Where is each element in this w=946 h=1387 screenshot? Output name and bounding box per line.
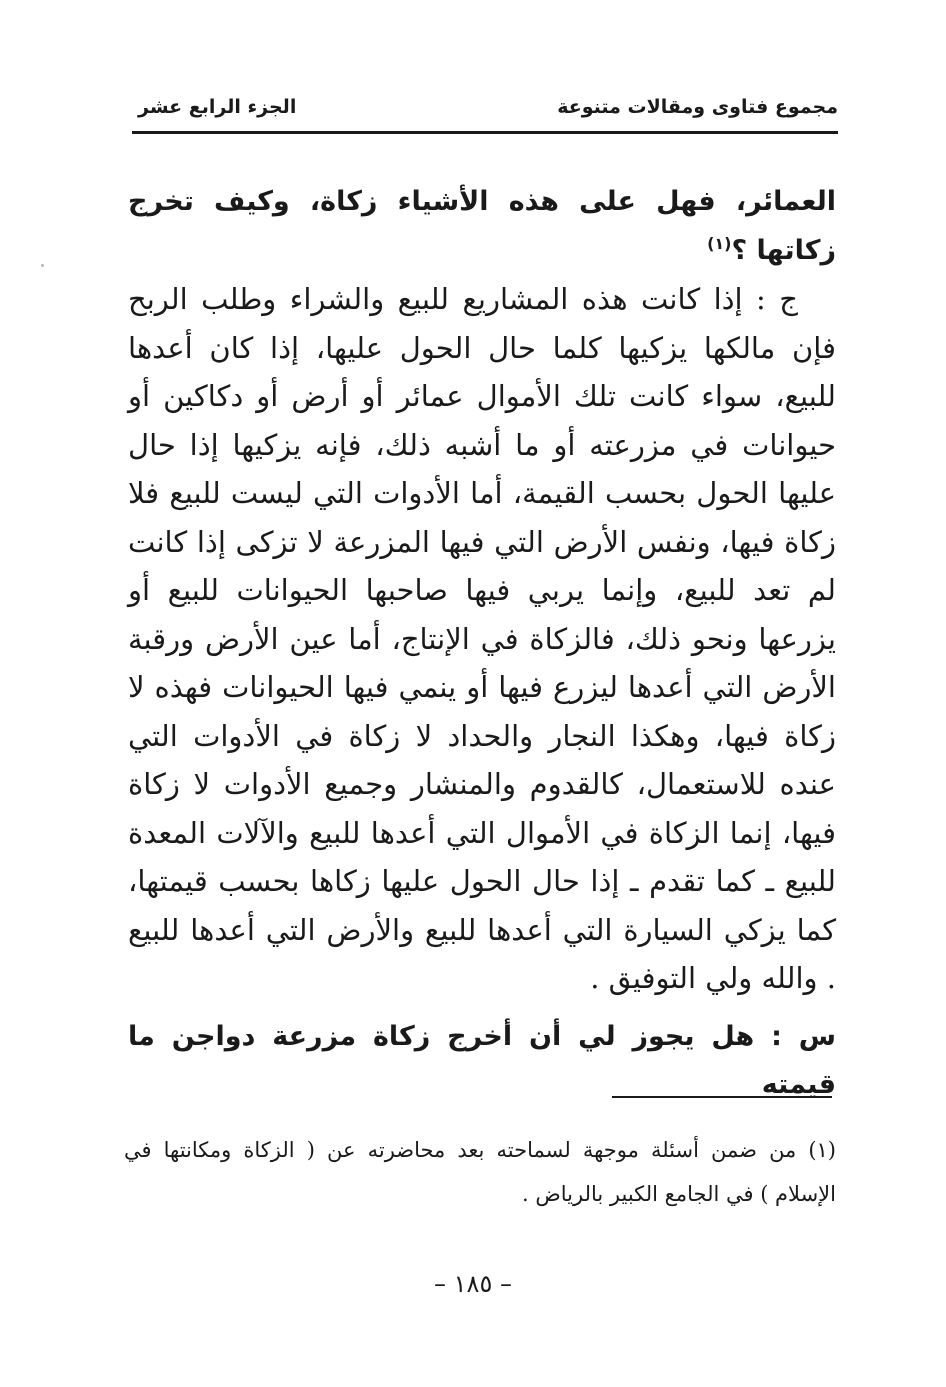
footnote-text: من ضمن أسئلة موجهة لسماحته بعد محاضرته عن ( الزكاة ومكانتها في الإسلام ) في الجامع الكبير بالرياض . bbox=[124, 1138, 836, 1206]
question-text: العمائر، فهل على هذه الأشياء زكاة، وكيف تخرج زكاتها ؟ bbox=[128, 186, 836, 266]
main-text bbox=[128, 178, 836, 1110]
footnote-marker: (١) bbox=[707, 233, 732, 253]
question-continuation bbox=[128, 178, 836, 275]
book-title: مجموع فتاوى ومقالات متنوعة bbox=[557, 96, 838, 118]
footnote-number: (١) bbox=[808, 1138, 836, 1162]
footnote-rule bbox=[612, 1096, 832, 1098]
next-question: س : هل يجوز لي أن أخرج زكاة مزرعة دواجن ما قيمته bbox=[128, 1020, 836, 1100]
footnote bbox=[124, 1128, 836, 1216]
scan-speck bbox=[41, 264, 44, 267]
answer-paragraph: ج : إذا كانت هذه المشاريع للبيع والشراء وطلب الربح فإن مالكها يزكيها كلما حال الحول عليها، إذا كان أعدها للبيع، سواء كانت تلك الأموال عمائر أو أرض أو دكاكين أو حيوانات في مزرعته أو ما أشبه ذلك، فإنه يزكيها إذا حال عليها الحول بحسب القيمة، أما الأدوات التي ليست للبيع فلا زكاة فيها، ونفس الأرض التي فيها المزرعة لا تزكى إذا كانت لم تعد للبيع، وإنما يربي فيها صاحبها الحيوانات للبيع أو يزرعها ونحو ذلك، فالزكاة في الإنتاج، أما عين الأرض ورقبة الأرض التي أعدها ليزرع فيها أو ينمي فيها الحيوانات فهذه لا زكاة فيها، وهكذا النجار والحداد لا زكاة في الأدوات التي عنده للاستعمال، كالقدوم والمنشار وجميع الأدوات لا زكاة فيها، إنما الزكاة في الأموال التي أعدها للبيع والآلات المعدة للبيع ـ كما تقدم ـ إذا حال الحول عليها زكاها بحسب قيمتها، كما يزكي السيارة التي أعدها للبيع والأرض التي أعدها للبيع . والله ولي التوفيق . bbox=[128, 282, 836, 995]
header-rule bbox=[132, 131, 838, 134]
page-number: – ١٨٥ – bbox=[434, 1270, 512, 1298]
running-header bbox=[132, 92, 838, 132]
volume-title: الجزء الرابع عشر bbox=[138, 96, 297, 118]
